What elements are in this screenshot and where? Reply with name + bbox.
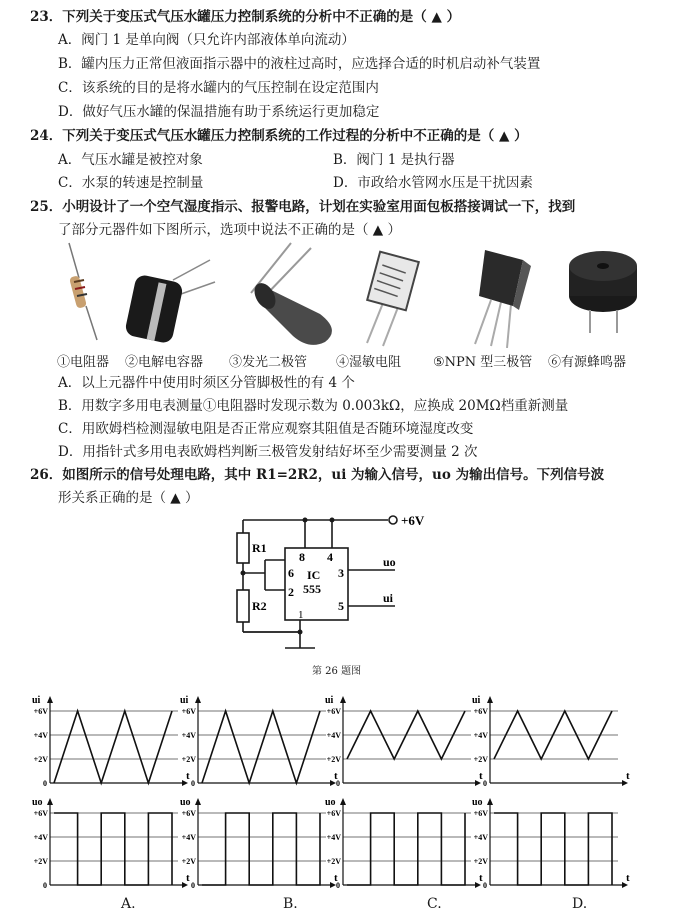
y-tick-label: +6V: [181, 809, 196, 818]
r1-label: R1: [252, 541, 267, 555]
option-a-label: A.: [121, 896, 136, 912]
y-axis-label: uo: [32, 797, 43, 808]
y-axis-arrow: [340, 696, 346, 703]
y-axis-arrow: [340, 798, 346, 805]
y-tick-label: +2V: [181, 857, 196, 866]
y-tick-label: +2V: [181, 755, 196, 764]
y-tick-label: 0: [191, 881, 195, 890]
y-tick-label: 0: [483, 779, 487, 788]
y-tick-label: +2V: [326, 755, 341, 764]
q23-option-a: A．阀门 1 是单向阀（只允许内部液体单向流动）: [58, 32, 355, 48]
option-b-label: B.: [283, 896, 298, 912]
y-tick-label: +4V: [181, 731, 196, 740]
y-tick-label: 0: [43, 779, 47, 788]
electrolytic-capacitor-image: [124, 260, 215, 344]
component-caption: ①电阻器: [57, 355, 110, 370]
q25-option-a: A．以上元器件中使用时须区分管脚极性的有 4 个: [58, 375, 355, 391]
q24-option-d: D．市政给水管网水压是干扰因素: [333, 175, 533, 191]
active-buzzer-image: [569, 251, 637, 333]
y-tick-label: +4V: [33, 833, 48, 842]
q25-stem-line1: 25．小明设计了一个空气湿度指示、报警电路，计划在实验室用面包板搭接调试一下，找到: [30, 199, 576, 215]
y-axis-arrow: [195, 798, 201, 805]
y-axis-arrow: [487, 696, 493, 703]
uo-waveform-line: [202, 813, 320, 885]
q24-option-b: B．阀门 1 是执行器: [333, 152, 455, 168]
y-tick-label: 0: [483, 881, 487, 890]
pin4-label: 4: [327, 550, 333, 564]
q24-stem: 24．下列关于变压式气压水罐压力控制系统的工作过程的分析中不正确的是（ ▲ ）: [30, 128, 528, 144]
q26-stem-line2: 形关系正确的是（ ▲ ）: [58, 490, 199, 506]
component-caption: ⑤NPN 型三极管: [433, 355, 533, 370]
y-tick-label: +2V: [33, 857, 48, 866]
x-axis-label: t: [334, 770, 338, 782]
y-tick-label: +6V: [33, 809, 48, 818]
component-caption: ②电解电容器: [125, 355, 204, 370]
component-caption: ⑥有源蜂鸣器: [548, 355, 627, 370]
y-tick-label: +4V: [326, 731, 341, 740]
pin5-label: 5: [338, 599, 344, 613]
y-tick-label: 0: [336, 881, 340, 890]
q23-option-b: B．罐内压力正常但液面指示器中的液柱过高时，应选择合适的时机启动补气装置: [58, 56, 541, 72]
x-axis-label: t: [626, 872, 630, 884]
r2-label: R2: [252, 599, 267, 613]
option-d-label: D.: [572, 896, 588, 912]
y-tick-label: +6V: [326, 707, 341, 716]
x-axis-label: t: [479, 872, 483, 884]
pin8-label: 8: [299, 550, 305, 564]
x-axis-label: t: [334, 872, 338, 884]
y-axis-label: ui: [472, 695, 481, 706]
y-tick-label: +4V: [473, 731, 488, 740]
ui-waveform-line: [54, 711, 172, 783]
y-tick-label: +6V: [326, 809, 341, 818]
q26-stem-line1: 26．如图所示的信号处理电路，其中 R1=2R2，ui 为输入信号，uo 为输出信号。下列信号波: [30, 467, 605, 483]
y-axis-arrow: [195, 696, 201, 703]
y-axis-label: ui: [32, 695, 41, 706]
y-tick-label: +2V: [473, 755, 488, 764]
y-axis-arrow: [47, 696, 53, 703]
option-c-label: C.: [427, 896, 442, 912]
waveform-graphs: [0, 685, 692, 919]
q23-option-c: C．该系统的目的是将水罐内的气压控制在设定范围内: [58, 80, 379, 96]
uo-waveform-line: [494, 813, 612, 885]
component-caption: ④湿敏电阻: [336, 355, 402, 370]
humidity-resistor-image: [367, 252, 419, 346]
ui-label: ui: [383, 591, 394, 605]
y-axis-label: ui: [180, 695, 189, 706]
component-images: [55, 238, 655, 348]
ic-label: IC: [307, 568, 321, 582]
led-image: [250, 243, 332, 345]
x-axis-label: t: [626, 770, 630, 782]
y-tick-label: +6V: [473, 707, 488, 716]
y-tick-label: 0: [43, 881, 47, 890]
q25-option-c: C．用欧姆档检测湿敏电阻是否正常应观察其阻值是否随环境湿度改变: [58, 421, 474, 437]
component-caption: ③发光二极管: [229, 355, 308, 370]
y-tick-label: +6V: [33, 707, 48, 716]
y-axis-label: uo: [325, 797, 336, 808]
q23-stem: 23．下列关于变压式气压水罐压力控制系统的分析中不正确的是（ ▲ ）: [30, 9, 461, 25]
x-axis-label: t: [186, 770, 190, 782]
y-tick-label: +2V: [33, 755, 48, 764]
q23-option-d: D．做好气压水罐的保温措施有助于系统运行更加稳定: [58, 104, 380, 120]
y-tick-label: +4V: [473, 833, 488, 842]
pin3-label: 3: [338, 566, 344, 580]
supply-label: +6V: [401, 513, 425, 528]
uo-waveform-line: [347, 813, 465, 885]
x-axis-label: t: [186, 872, 190, 884]
uo-waveform-line: [54, 813, 172, 885]
q24-option-c: C．水泵的转速是控制量: [58, 175, 204, 191]
y-tick-label: +6V: [181, 707, 196, 716]
resistor-image: [69, 243, 97, 340]
ic555-circuit-diagram: [225, 508, 465, 668]
y-axis-arrow: [487, 798, 493, 805]
pin6-label: 6: [288, 566, 294, 580]
x-axis-label: t: [479, 770, 483, 782]
y-tick-label: +2V: [326, 857, 341, 866]
ic-type-label: 555: [303, 582, 321, 596]
pin2-label: 2: [288, 585, 294, 599]
y-tick-label: 0: [336, 779, 340, 788]
q25-option-b: B．用数字多用电表测量①电阻器时发现示数为 0.003kΩ，应换成 20MΩ档重新测量: [58, 398, 569, 414]
q25-stem-line2: 了部分元器件如下图所示，选项中说法不正确的是（ ▲ ）: [58, 222, 401, 238]
q24-option-a: A．气压水罐是被控对象: [58, 152, 203, 168]
y-tick-label: +4V: [33, 731, 48, 740]
y-axis-label: uo: [472, 797, 483, 808]
y-tick-label: +4V: [326, 833, 341, 842]
y-tick-label: +2V: [473, 857, 488, 866]
q25-option-d: D．用指针式多用电表欧姆档判断三极管发射结好坏至少需要测量 2 次: [58, 444, 478, 460]
y-axis-label: uo: [180, 797, 191, 808]
y-axis-arrow: [47, 798, 53, 805]
y-tick-label: +4V: [181, 833, 196, 842]
npn-transistor-image: [475, 250, 531, 348]
uo-label: uo: [383, 555, 396, 569]
ui-waveform-line: [202, 711, 320, 783]
y-tick-label: +6V: [473, 809, 488, 818]
pin1-label: 1: [298, 609, 304, 621]
y-tick-label: 0: [191, 779, 195, 788]
y-axis-label: ui: [325, 695, 334, 706]
figure-caption: 第 26 题图: [312, 666, 362, 677]
